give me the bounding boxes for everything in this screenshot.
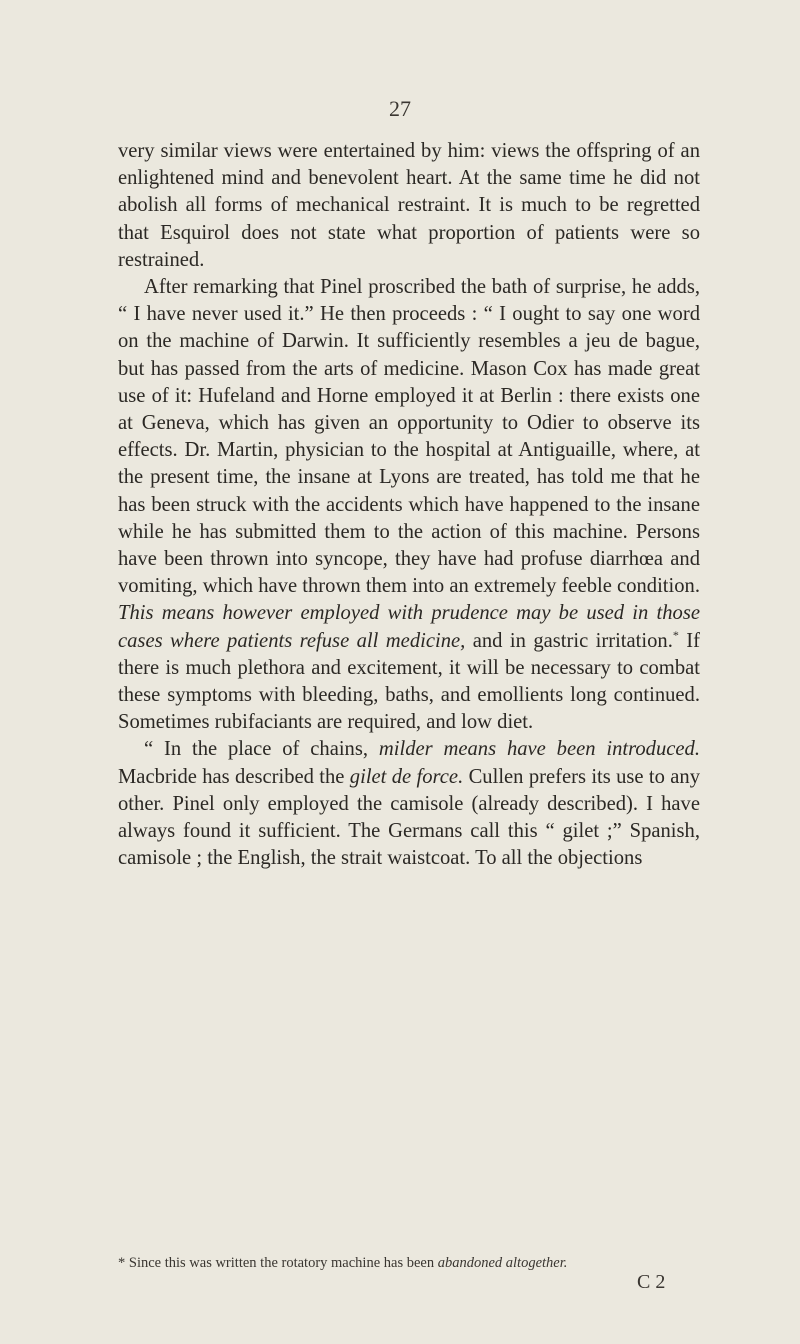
- body-text: [118, 138, 700, 872]
- paragraph-2: [118, 274, 700, 736]
- footnote: [118, 1254, 700, 1272]
- paragraph-3-italic-2: gilet de force.: [349, 765, 464, 788]
- footnote-marker: *: [118, 1255, 126, 1271]
- paragraph-2-text: After remarking that Pinel proscribed the bath of surprise, he adds, “ I have never used it.” He then proceeds : “ I ought to say one word on the machine of Darwin. It sufficiently resembles a jeu de bague, but has passed from the arts of medicine. Mason Cox has made great use of it: Hufeland and Horne employed it at Berlin : there exists one at Geneva, which has given an opportunity to Odier to observe its effects. Dr. Martin, physician to the hospital at Antiguaille, where, at the present time, the insane at Lyons are treated, has told me that he has been struck with the accidents which have happened to the insane while he has submitted them to the action of this machine. Persons have been thrown into syncope, they have had profuse diarrhœa and vomiting, which have thrown them into an extremely feeble condition.: [118, 276, 700, 598]
- paragraph-3-end: Cullen prefers its use to any other. Pinel only employed the camisole (already described). I have always found it sufficient. The Germans call this “ gilet ;” Spanish, camisole ; the English, the strait waistcoat. To all the objections: [118, 765, 700, 870]
- footnote-italic: abandoned altogether.: [437, 1255, 568, 1271]
- paragraph-2-italic: This means however employed with prudence may be used in those cases where patients refuse all medicine,: [118, 602, 700, 652]
- paragraph-3-italic-1: milder means have been introduced.: [378, 738, 700, 761]
- footnote-text: Since this was written the rotatory machine has been: [128, 1255, 435, 1271]
- paragraph-3-open: “ In the place of chains,: [144, 738, 369, 761]
- page-number: 27: [389, 96, 411, 121]
- signature-mark: C 2: [637, 1271, 666, 1293]
- paragraph-3-mid: Macbride has described the: [118, 765, 345, 788]
- paragraph-1: very similar views were entertained by him: views the offspring of an enlightened mind and benevolent heart. At the same time he did not abolish all forms of mechanical restraint. It is much to be regretted that Esquirol does not state what proportion of patients were so restrained.: [118, 140, 700, 271]
- paragraph-2-after: and in gastric irritation.: [472, 629, 673, 652]
- footnote-reference: *: [672, 627, 679, 642]
- paragraph-3: [118, 736, 700, 872]
- paragraph-2-end: If there is much plethora and excitement, it will be necessary to combat these symptoms with bleeding, baths, and emollients long continued. Sometimes rubifaciants are required, and low diet.: [118, 629, 700, 734]
